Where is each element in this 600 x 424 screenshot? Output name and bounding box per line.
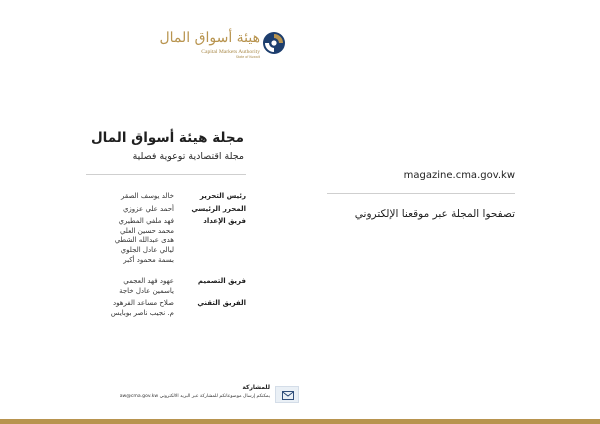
contribution-message: يمكنكم إرسال موضوعاتكم للمشاركة عبر البريد الالكتروني — [159, 394, 270, 399]
logo-subtitle-en: State of Kuwait — [235, 55, 260, 59]
credit-role: فريق التصميم — [197, 277, 246, 286]
magazine-subtitle: مجلة اقتصادية توعوية فصلية — [132, 151, 244, 162]
contribution-text — [108, 394, 270, 399]
contribution-title: للمشاركة — [242, 384, 270, 391]
credit-names — [70, 277, 174, 296]
credit-role: الفريق التقني — [197, 299, 246, 308]
credit-name: ياسمين عادل خاجة — [119, 286, 174, 295]
logo-name-ar: هيئة أسواق المال — [159, 30, 260, 46]
divider-right — [327, 193, 515, 194]
logo-name-en: Capital Markets Authority — [201, 49, 260, 55]
credit-row-design-team — [70, 277, 246, 296]
credit-name: فهد ملفي المطيري — [118, 217, 174, 226]
credit-names — [70, 217, 174, 265]
credit-name: ليالي عادل الجلوي — [120, 245, 174, 254]
bottom-accent-bar — [0, 419, 600, 424]
website-url-link[interactable]: magazine.cma.gov.kw — [403, 170, 515, 181]
credit-names — [70, 192, 174, 202]
divider-left — [86, 174, 246, 175]
credit-row-preparation-team — [70, 217, 246, 265]
website-cta: تصفحوا المجلة عبر موقعنا الإلكتروني — [354, 208, 515, 220]
credit-name: م. نجيب ناصر بوبايس — [110, 308, 174, 317]
credit-names — [70, 299, 174, 318]
credit-name: بسمة محمود أكبر — [123, 255, 174, 264]
credit-name: أحمد علي عزوزي — [122, 204, 174, 213]
credit-row-technical-team — [70, 299, 246, 318]
magazine-title: مجلة هيئة أسواق المال — [90, 130, 244, 146]
credit-name: صلاح مساعد الفرهود — [113, 299, 174, 308]
credit-row-managing-editor — [70, 205, 246, 215]
credit-names — [70, 205, 174, 215]
credit-row-editor-in-chief — [70, 192, 246, 202]
credit-role: رئيس التحرير — [199, 192, 246, 200]
credit-name: محمد حسين العلي — [119, 226, 174, 235]
credit-name: خالد يوسف الصقر — [121, 192, 174, 200]
credit-name: عهود فهد العجمي — [123, 277, 174, 286]
mail-icon-box — [275, 386, 299, 403]
credit-name: هدى عبدالله الشطي — [114, 236, 174, 245]
credits-list — [70, 192, 246, 322]
credit-role: فريق الإعداد — [203, 217, 246, 226]
cma-emblem-icon — [262, 31, 286, 55]
contribution-email-link[interactable]: aw@cma.gov.kw — [119, 394, 159, 399]
credit-role: المحرر الرئيسي — [191, 204, 246, 213]
mail-icon — [282, 391, 294, 400]
